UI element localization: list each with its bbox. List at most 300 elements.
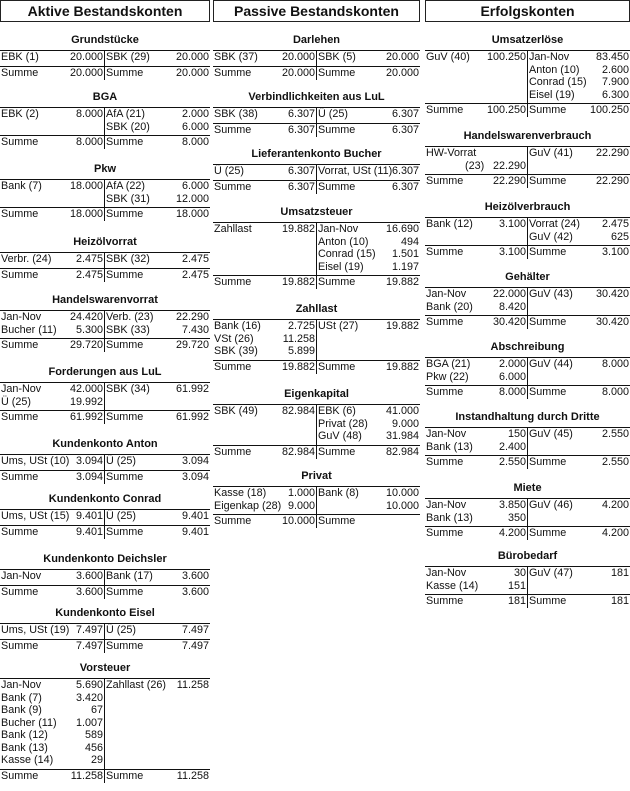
ledger-account: [213, 303, 420, 374]
sum-label: Summe: [106, 208, 144, 220]
credit-side: [317, 165, 420, 178]
entry-amount: 6.000: [181, 120, 209, 133]
ledger-column: [425, 0, 630, 791]
entry-label: GuV (45): [529, 428, 573, 440]
entry-amount: 22.290: [492, 159, 526, 172]
t-account-divider: [104, 679, 105, 783]
debit-entry: [425, 371, 527, 384]
sum-debit: [213, 515, 316, 528]
entry-label: Ü (25): [318, 108, 348, 120]
entry-label: Ums, USt (19): [1, 624, 70, 636]
t-account-body: [425, 146, 630, 188]
sum-credit-row: [105, 269, 210, 282]
sum-amount: 2.550: [498, 456, 526, 468]
debit-entry: [425, 512, 527, 525]
debit-entry: [0, 108, 104, 121]
sum-credit-row: [105, 136, 210, 149]
debit-side: [213, 405, 316, 418]
credit-entry: [528, 76, 630, 89]
credit-entry: [105, 108, 210, 121]
sum-credit-row: [105, 339, 210, 352]
entry-amount: 11.258: [176, 679, 209, 691]
sum-amount: 6.307: [287, 123, 315, 136]
debit-entry: [425, 51, 527, 64]
sum-debit: [425, 175, 527, 188]
ledger-account: [213, 91, 420, 137]
entry-amount: 5.690: [75, 679, 103, 691]
sum-amount: 19.882: [385, 276, 419, 288]
entry-amount: 3.850: [498, 499, 526, 511]
sum-amount: 29.720: [175, 339, 209, 351]
account-title: Kundenkonto Anton: [52, 438, 158, 450]
sum-row: [425, 385, 630, 399]
credit-entry: [317, 487, 420, 500]
ledger-account: [0, 34, 210, 80]
credit-entry: [105, 455, 210, 468]
entry-label: Ü (25): [1, 395, 31, 408]
debit-entry: [0, 383, 104, 396]
ledger-account: [0, 91, 210, 149]
sum-debit: [0, 67, 104, 80]
sum-amount: 61.992: [175, 411, 209, 423]
t-account-body: [213, 222, 420, 289]
sum-row: [0, 207, 210, 221]
credit-entry: [317, 165, 420, 178]
credit-entry: [317, 500, 420, 513]
ledger-account: [425, 482, 630, 540]
entry-label: Jan-Nov: [318, 223, 359, 235]
sum-label: Summe: [426, 527, 464, 539]
sum-debit-row: [213, 446, 316, 459]
entry-amount: 12.000: [175, 192, 209, 205]
sum-row: [0, 525, 210, 539]
credit-side: [317, 487, 420, 512]
debit-entry: [425, 567, 527, 580]
account-title: Bürobedarf: [497, 550, 558, 562]
debit-side: [0, 455, 104, 468]
credit-side: [528, 288, 630, 301]
entry-amount: 42.000: [69, 383, 103, 395]
sum-label: Summe: [214, 66, 252, 79]
credit-side: [105, 510, 210, 523]
sum-credit-row: [105, 586, 210, 599]
column-heading: Erfolgskonten: [425, 0, 630, 22]
debit-entry: [213, 108, 316, 121]
sum-debit-row: [213, 515, 316, 528]
entry-label: GuV (43): [529, 288, 573, 300]
t-account-body: [0, 252, 210, 282]
sum-amount: 6.307: [287, 180, 315, 193]
entry-label: (23): [465, 159, 485, 172]
sum-amount: 9.401: [181, 525, 209, 538]
debit-entry: [0, 455, 104, 468]
sum-amount: 6.307: [391, 123, 419, 136]
sum-row: [213, 123, 420, 137]
credit-side: [528, 567, 630, 580]
credit-entry: [317, 108, 420, 121]
entry-label: Jan-Nov: [426, 567, 467, 579]
sum-debit: [425, 104, 527, 117]
entry-label: GuV (48): [318, 430, 362, 442]
sum-label: Summe: [318, 276, 356, 288]
debit-entry: [213, 487, 316, 500]
sum-label: Summe: [214, 360, 252, 373]
sum-amount: 3.094: [181, 470, 209, 483]
sum-debit: [213, 446, 316, 459]
credit-side: [105, 51, 210, 64]
entry-label: Bucher (11): [1, 716, 57, 729]
sum-debit-row: [213, 181, 316, 194]
entry-label: Bank (20): [426, 300, 473, 313]
account-title: Kundenkonto Eisel: [55, 607, 155, 619]
sum-credit: [105, 640, 210, 653]
sum-amount: 2.550: [601, 456, 629, 468]
credit-side: [528, 51, 630, 101]
account-title: Darlehen: [292, 34, 341, 46]
sum-label: Summe: [106, 470, 144, 483]
sum-credit-row: [528, 456, 630, 469]
ledger-account: [425, 34, 630, 117]
sum-label: Summe: [1, 525, 39, 538]
entry-amount: 30: [513, 567, 526, 579]
sum-amount: 18.000: [175, 208, 209, 220]
entry-label: AfA (22): [106, 180, 146, 192]
entry-label: USt (27): [318, 320, 359, 332]
entry-label: Kasse (18): [214, 487, 267, 499]
sum-debit-row: [0, 269, 104, 282]
entry-amount: 3.600: [75, 570, 103, 582]
account-title: Abschreibung: [490, 341, 565, 353]
entry-label: Jan-Nov: [1, 311, 42, 323]
ledger-account: [0, 294, 210, 352]
sum-debit-row: [0, 208, 104, 221]
t-account-body: [0, 623, 210, 653]
sum-debit-row: [425, 386, 527, 399]
debit-entry: [213, 51, 316, 64]
sum-label: Summe: [1, 268, 39, 281]
account-title: Vorsteuer: [79, 662, 131, 674]
ledger-account: [0, 438, 210, 484]
sum-row: [0, 338, 210, 352]
credit-entry: [105, 383, 210, 396]
sum-amount: 8.000: [498, 386, 526, 398]
entry-amount: 3.094: [75, 455, 103, 467]
sum-debit: [213, 181, 316, 194]
entry-amount: 9.000: [287, 499, 315, 512]
entry-amount: 29: [90, 754, 103, 766]
credit-side: [105, 570, 210, 583]
sum-amount: 3.100: [498, 246, 526, 258]
sum-debit: [0, 770, 104, 783]
credit-side: [105, 108, 210, 133]
sum-credit-row: [105, 640, 210, 653]
entry-amount: 1.197: [391, 260, 419, 273]
entry-amount: 350: [507, 511, 526, 524]
entry-amount: 181: [610, 567, 629, 579]
ledger-account: [0, 366, 210, 424]
entry-amount: 5.300: [75, 323, 103, 336]
entry-amount: 9.401: [75, 510, 103, 522]
entry-amount: 2.000: [498, 358, 526, 370]
credit-side: [105, 383, 210, 396]
sum-debit-row: [0, 770, 104, 783]
sum-label: Summe: [106, 525, 144, 538]
sum-credit-row: [105, 411, 210, 424]
debit-entry: [213, 345, 316, 358]
entry-label: Verb. (23): [106, 311, 154, 323]
sum-debit: [0, 640, 104, 653]
sum-credit: [528, 595, 630, 608]
sum-credit: [317, 446, 420, 459]
sum-credit-row: [528, 386, 630, 399]
sum-credit-row: [528, 595, 630, 608]
entry-label: Ums, USt (10): [1, 455, 70, 467]
credit-entry: [317, 236, 420, 249]
debit-side: [425, 218, 527, 231]
t-account-body: [213, 107, 420, 137]
sum-row: [425, 594, 630, 608]
entry-amount: 30.420: [595, 288, 629, 300]
t-account-body: [425, 50, 630, 117]
entry-amount: 456: [84, 741, 103, 754]
account-title: Gehälter: [505, 271, 550, 283]
debit-entry: [0, 311, 104, 324]
entry-label: GuV (42): [529, 230, 573, 243]
entry-amount: 7.900: [601, 76, 629, 88]
sum-amount: 4.200: [601, 527, 629, 539]
sum-row: [425, 455, 630, 469]
debit-entry: [0, 624, 104, 637]
debit-entry: [0, 717, 104, 730]
sum-debit: [0, 411, 104, 424]
debit-entry: [213, 500, 316, 513]
ledger-account: [0, 236, 210, 282]
sum-label: Summe: [1, 339, 39, 351]
sum-amount: 3.094: [75, 470, 103, 483]
sum-label: Summe: [318, 515, 356, 527]
debit-entry: [425, 301, 527, 314]
debit-entry: [0, 324, 104, 337]
account-title: Eigenkapital: [284, 388, 349, 400]
account-title: Grundstücke: [71, 34, 139, 46]
credit-entry: [528, 64, 630, 77]
t-account-body: [425, 357, 630, 399]
entry-amount: 9.000: [391, 417, 419, 430]
sum-debit-row: [425, 527, 527, 540]
sum-credit: [317, 124, 420, 137]
sum-label: Summe: [106, 339, 144, 351]
credit-entry: [105, 253, 210, 266]
entry-amount: 20.000: [281, 51, 315, 63]
entry-amount: 8.000: [75, 108, 103, 120]
entry-label: Conrad (15): [318, 248, 376, 260]
sum-credit: [105, 208, 210, 221]
sum-label: Summe: [426, 386, 464, 398]
entry-amount: 20.000: [69, 51, 103, 63]
entry-amount: 2.475: [75, 253, 103, 265]
sum-credit: [105, 339, 210, 352]
sum-debit-row: [213, 124, 316, 137]
sum-row: [425, 526, 630, 540]
sum-credit: [528, 246, 630, 259]
t-account-body: [213, 50, 420, 80]
sum-label: Summe: [426, 104, 464, 116]
entry-amount: 6.300: [601, 88, 629, 101]
t-account-body: [0, 678, 210, 783]
sum-row: [0, 135, 210, 149]
debit-entry: [425, 160, 527, 173]
credit-entry: [105, 311, 210, 324]
entry-label: Jan-Nov: [1, 570, 42, 582]
entry-label: Kasse (14): [426, 579, 479, 592]
sum-amount: 3.600: [181, 585, 209, 598]
entry-label: Anton (10): [529, 63, 580, 76]
entry-label: Eisel (19): [318, 260, 364, 273]
debit-entry: [425, 147, 527, 160]
entry-label: Bank (16): [214, 320, 261, 332]
t-account-body: [213, 164, 420, 194]
entry-label: Bank (8): [318, 487, 359, 499]
credit-entry: [528, 51, 630, 64]
sum-amount: 3.600: [75, 585, 103, 598]
sum-debit-row: [0, 586, 104, 599]
entry-label: Ü (25): [214, 165, 244, 177]
ledger-account: [213, 470, 420, 528]
sum-credit-row: [528, 316, 630, 329]
ledger-account: [213, 148, 420, 194]
credit-side: [528, 428, 630, 441]
credit-side: [105, 624, 210, 637]
debit-entry: [213, 333, 316, 346]
account-title: Heizölverbrauch: [484, 201, 571, 213]
credit-entry: [317, 261, 420, 274]
sum-credit: [528, 316, 630, 329]
sum-credit-row: [105, 770, 210, 783]
credit-entry: [317, 405, 420, 418]
t-account-body: [213, 486, 420, 528]
entry-amount: 589: [84, 729, 103, 741]
sum-amount: 29.720: [69, 339, 103, 351]
debit-entry: [0, 729, 104, 742]
sum-amount: 100.250: [589, 104, 629, 116]
sum-row: [213, 514, 420, 528]
account-title: Umsatzerlöse: [491, 34, 564, 46]
entry-label: GuV (40): [426, 51, 470, 63]
entry-amount: 22.290: [175, 311, 209, 323]
entry-label: SBK (37): [214, 51, 258, 63]
sum-credit-row: [317, 276, 420, 289]
sum-credit: [528, 104, 630, 117]
debit-entry: [213, 165, 316, 178]
entry-label: Anton (10): [318, 235, 369, 248]
sum-debit-row: [213, 276, 316, 289]
entry-label: Bank (17): [106, 570, 153, 582]
sum-debit-row: [425, 456, 527, 469]
sum-credit-row: [317, 181, 420, 194]
sum-label: Summe: [1, 208, 39, 220]
sum-amount: 7.497: [75, 639, 103, 652]
entry-amount: 1.501: [391, 248, 419, 260]
entry-amount: 6.000: [498, 370, 526, 383]
sum-amount: 181: [610, 595, 629, 607]
t-account-body: [0, 382, 210, 424]
credit-side: [528, 147, 630, 160]
sum-debit: [0, 269, 104, 282]
debit-entry: [425, 428, 527, 441]
entry-amount: 20.000: [385, 51, 419, 63]
sum-label: Summe: [106, 585, 144, 598]
entry-label: SBK (31): [106, 192, 150, 205]
debit-entry: [213, 223, 316, 236]
credit-side: [105, 253, 210, 266]
credit-entry: [317, 320, 420, 333]
sum-debit-row: [0, 471, 104, 484]
credit-entry: [317, 430, 420, 443]
entry-label: SBK (5): [318, 51, 356, 63]
credit-side: [317, 223, 420, 273]
sum-credit: [105, 471, 210, 484]
sum-debit: [213, 361, 316, 374]
sum-credit-row: [105, 526, 210, 539]
sum-label: Summe: [1, 470, 39, 483]
entry-amount: 83.450: [595, 51, 629, 63]
entry-label: SBK (49): [214, 405, 258, 417]
entry-amount: 16.690: [385, 223, 419, 235]
debit-side: [0, 510, 104, 523]
sum-credit: [105, 67, 210, 80]
entry-label: VSt (26): [214, 332, 254, 345]
ledger-account: [0, 607, 210, 653]
debit-side: [0, 679, 104, 767]
credit-entry: [528, 499, 630, 512]
sum-label: Summe: [1, 136, 39, 148]
sum-debit: [425, 527, 527, 540]
sum-row: [425, 245, 630, 259]
entry-amount: 19.882: [281, 223, 315, 235]
ledger-account: [425, 550, 630, 608]
sum-amount: 82.984: [385, 445, 419, 458]
sum-label: Summe: [318, 123, 356, 136]
debit-side: [213, 223, 316, 236]
entry-label: Verbr. (24): [1, 253, 52, 265]
credit-entry: [105, 510, 210, 523]
sum-label: Summe: [426, 175, 464, 187]
sum-row: [213, 180, 420, 194]
sum-label: Summe: [529, 527, 567, 539]
sum-credit-row: [317, 67, 420, 80]
entry-amount: 3.100: [498, 218, 526, 230]
sum-label: Summe: [106, 136, 144, 148]
entry-label: Bank (13): [426, 511, 473, 524]
sum-credit-row: [105, 67, 210, 80]
entry-label: HW-Vorrat: [426, 147, 477, 159]
sum-credit: [105, 411, 210, 424]
entry-label: SBK (38): [214, 108, 258, 120]
sum-amount: 2.475: [181, 268, 209, 281]
entry-amount: 2.550: [601, 428, 629, 440]
debit-entry: [0, 742, 104, 755]
sum-debit-row: [0, 411, 104, 424]
sum-label: Summe: [106, 639, 144, 652]
debit-entry: [425, 499, 527, 512]
sum-row: [213, 445, 420, 459]
entry-amount: 150: [507, 428, 526, 440]
column-heading: Aktive Bestandskonten: [0, 0, 210, 22]
entry-amount: 7.497: [181, 624, 209, 636]
sum-amount: 8.000: [601, 386, 629, 398]
sum-amount: 20.000: [69, 66, 103, 79]
credit-entry: [317, 418, 420, 431]
